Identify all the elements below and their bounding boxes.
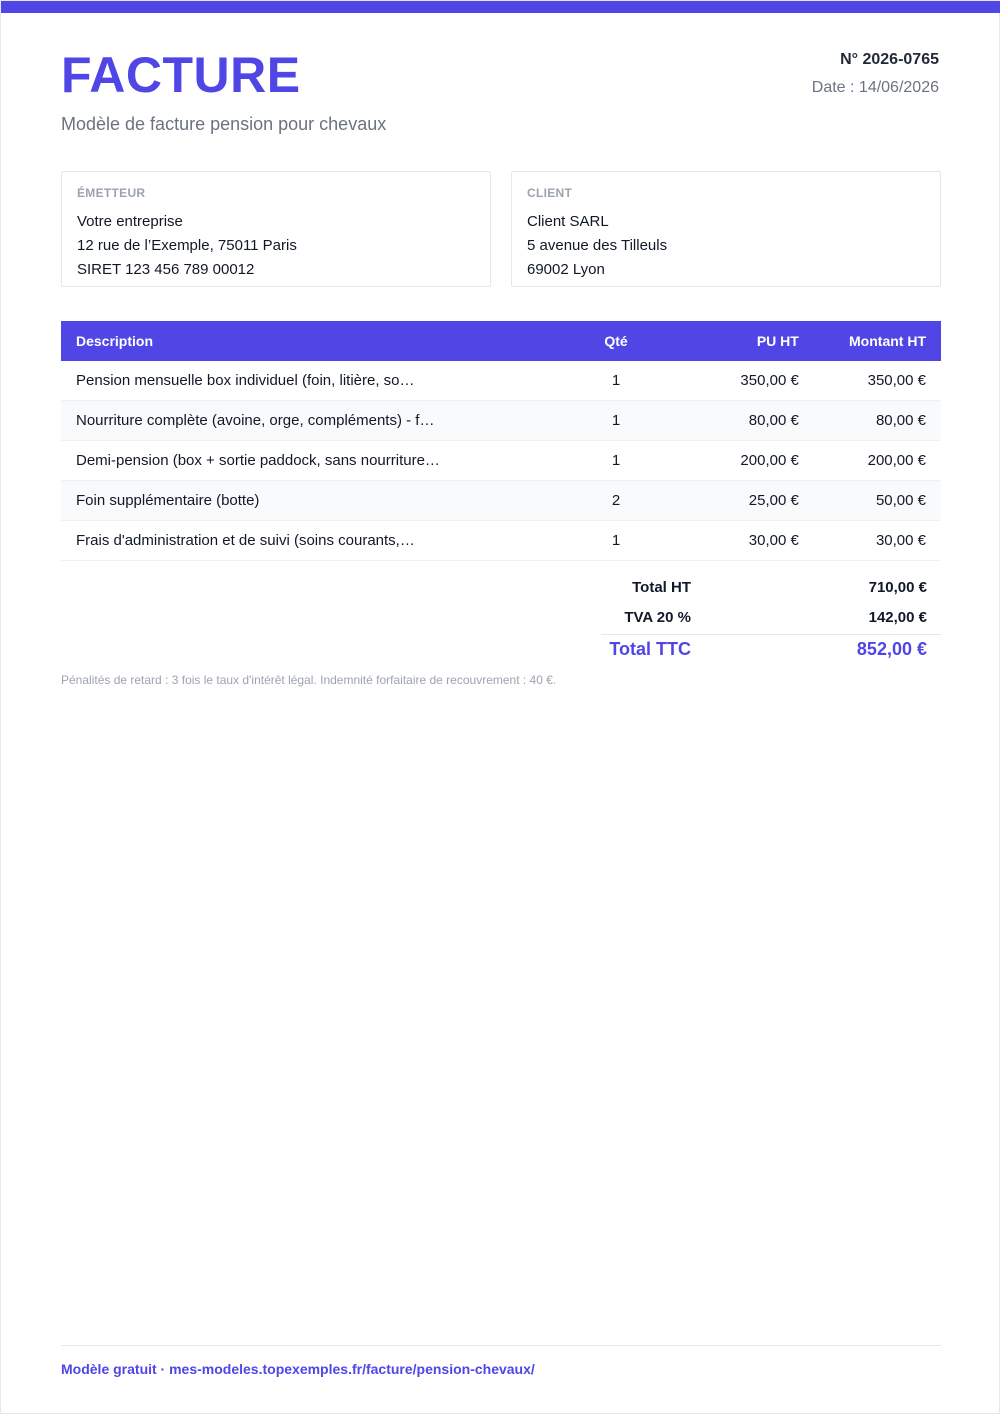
row-description <box>61 521 576 561</box>
table-row <box>61 361 941 401</box>
table-row <box>61 441 941 481</box>
client-line: Client SARL <box>527 213 609 230</box>
emitter-line: 12 rue de l’Exemple, 75011 Paris <box>77 237 297 254</box>
row-description-text: Nourriture complète (avoine, orge, compléments) - f… <box>76 412 435 429</box>
invoice-meta <box>812 49 939 99</box>
client-line: 5 avenue des Tilleuls <box>527 237 668 254</box>
totals-block <box>601 573 941 666</box>
row-amount: 50,00 € <box>814 481 941 521</box>
row-description <box>61 481 576 521</box>
total-ttc-label: Total TTC <box>609 639 691 659</box>
row-unit-price: 80,00 € <box>656 401 813 441</box>
row-description-text: Demi-pension (box + sortie paddock, sans nourriture… <box>76 452 440 469</box>
footer-link[interactable]: Modèle gratuit · mes-modeles.topexemples.fr/facture/pension-chevaux/ <box>61 1361 535 1377</box>
total-ht-row <box>601 573 941 603</box>
row-unit-price: 25,00 € <box>656 481 813 521</box>
row-qty: 2 <box>576 481 657 521</box>
row-unit-price: 200,00 € <box>656 441 813 481</box>
tva-row <box>601 603 941 633</box>
row-unit-price: 30,00 € <box>656 521 813 561</box>
row-description <box>61 361 576 401</box>
header-amount: Montant HT <box>814 321 941 361</box>
total-ttc-value: 852,00 € <box>856 639 927 659</box>
total-ht-label: Total HT <box>632 579 691 596</box>
total-ht-value: 710,00 € <box>868 579 927 596</box>
tva-value: 142,00 € <box>868 609 927 626</box>
row-description-text: Pension mensuelle box individuel (foin, litière, so… <box>76 372 415 389</box>
row-amount: 80,00 € <box>814 401 941 441</box>
tva-label: TVA 20 % <box>624 609 691 626</box>
invoice-subtitle: Modèle de facture pension pour chevaux <box>61 114 387 134</box>
total-ttc-row <box>601 634 941 666</box>
client-box <box>511 171 941 287</box>
emitter-line: Votre entreprise <box>77 213 183 230</box>
row-description-text: Frais d'administration et de suivi (soins courants,… <box>76 532 415 549</box>
invoice-title: FACTURE <box>61 47 301 103</box>
late-payment-note: Pénalités de retard : 3 fois le taux d'intérêt légal. Indemnité forfaitaire de recouvrement : 40 €. <box>61 673 557 687</box>
row-description <box>61 441 576 481</box>
footer-divider <box>61 1345 941 1346</box>
emitter-line: SIRET 123 456 789 00012 <box>77 261 255 278</box>
table-row <box>61 521 941 561</box>
table-header-row <box>61 321 941 361</box>
header-description: Description <box>61 321 576 361</box>
emitter-label: ÉMETTEUR <box>77 186 146 200</box>
row-amount: 350,00 € <box>814 361 941 401</box>
row-qty: 1 <box>576 401 657 441</box>
row-unit-price: 350,00 € <box>656 361 813 401</box>
totals-divider <box>601 634 941 635</box>
accent-bar <box>1 1 1000 13</box>
row-amount: 200,00 € <box>814 441 941 481</box>
row-amount: 30,00 € <box>814 521 941 561</box>
table-row <box>61 481 941 521</box>
row-description <box>61 401 576 441</box>
row-description-text: Foin supplémentaire (botte) <box>76 492 260 509</box>
table-row <box>61 401 941 441</box>
items-table <box>61 321 941 561</box>
row-qty: 1 <box>576 361 657 401</box>
invoice-date: Date : 14/06/2026 <box>811 79 939 96</box>
client-line: 69002 Lyon <box>527 261 605 278</box>
header-qty: Qté <box>576 321 657 361</box>
row-qty: 1 <box>576 521 657 561</box>
client-label: CLIENT <box>527 186 573 200</box>
row-qty: 1 <box>576 441 657 481</box>
emitter-box <box>61 171 491 287</box>
header-unit-price: PU HT <box>656 321 813 361</box>
invoice-number: N° 2026-0765 <box>840 51 939 68</box>
